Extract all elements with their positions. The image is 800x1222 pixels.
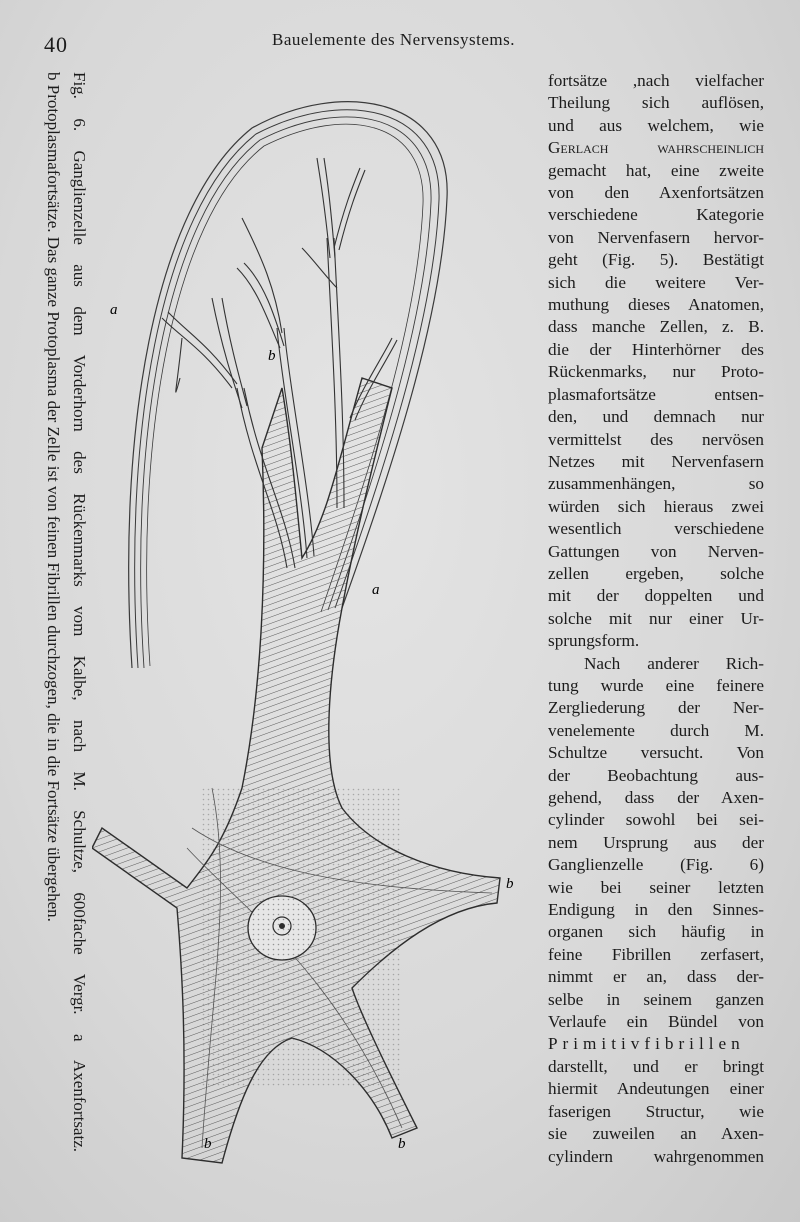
text-line: selbe in seinem ganzen <box>548 989 764 1009</box>
text-line: würden sich hieraus zwei <box>548 496 764 516</box>
text-line: cylinder sowohl bei sei- <box>548 810 764 830</box>
text-line: nimmt er an, dass der- <box>548 967 764 987</box>
text-line: dass manche Zellen, z. B. <box>548 317 764 337</box>
neuron-drawing <box>92 88 532 1168</box>
text-line: Schultze versucht. Von <box>548 743 764 763</box>
text-line: feine Fibrillen zerfasert, <box>548 944 764 964</box>
text-line: muthung dieses Anatomen, <box>548 295 764 315</box>
text-line: Gerlach wahrscheinlich <box>548 138 764 158</box>
label-a-right: a <box>372 582 380 598</box>
text-line: mit der doppelten und <box>548 586 764 606</box>
text-line: Ganglienzelle (Fig. 6) <box>548 855 764 875</box>
text-line: Gattungen von Nerven- <box>548 541 764 561</box>
text-line: fortsätze ,nach vielfacher <box>548 71 764 90</box>
text-line: cylindern wahrgenommen <box>548 1146 764 1166</box>
text-line: sich die weitere Ver- <box>548 272 764 292</box>
text-line: gemacht hat, eine zweite <box>548 160 764 180</box>
text-line: solche mit nur einer Ur- <box>548 608 764 628</box>
figure-caption <box>40 72 92 1152</box>
body-text-column <box>548 70 764 1168</box>
text-line: darstellt, und er bringt <box>548 1056 764 1076</box>
text-line: Nach anderer Rich- <box>584 653 764 673</box>
label-b-bottom-right: b <box>398 1136 406 1152</box>
text-line: Rückenmarks, nur Proto- <box>548 362 764 382</box>
text-line: und aus welchem, wie <box>548 115 764 135</box>
text-line: die der Hinterhörner des <box>548 339 764 359</box>
page-number: 40 <box>44 32 68 57</box>
text-line: vermittelst des nervösen <box>548 429 764 449</box>
text-line: Theilung sich auflösen, <box>548 93 764 113</box>
text-line: Verlaufe ein Bündel von <box>548 1012 764 1032</box>
text-line: zellen ergeben, solche <box>548 563 764 583</box>
text-line: Primitivfibrillen <box>548 1034 745 1054</box>
label-b-bottom-left: b <box>204 1136 212 1152</box>
text-line: Zergliederung der Ner- <box>548 698 764 718</box>
text-line: wie bei seiner letzten <box>548 877 764 897</box>
text-line: plasmafortsätze entsen- <box>548 384 764 404</box>
label-b-right: b <box>506 876 514 892</box>
text-line: organen sich häufig in <box>548 922 764 942</box>
text-line: nem Ursprung aus der <box>548 832 764 852</box>
text-line: sprungsform. <box>548 631 640 651</box>
text-line: von Nervenfasern hervor- <box>548 227 764 247</box>
caption-line-2: b Protoplasmafortsätze. Das ganze Protoplasma der Zelle ist von feinen Fibrillen durchzogen, die in die Fortsätze übergehen. <box>44 72 63 922</box>
running-title: Bauelemente des Nervensystems. <box>272 30 516 49</box>
text-line: verschiedene Kategorie <box>548 205 764 225</box>
label-b-upper: b <box>268 348 276 364</box>
label-a-axon: a <box>110 302 118 318</box>
text-line: faserigen Structur, wie <box>548 1101 764 1121</box>
text-line: sie zuweilen an Axen- <box>548 1124 764 1144</box>
text-line: zusammenhängen, so <box>548 474 764 494</box>
caption-line-1: Fig. 6. Ganglienzelle aus dem Vorderhorn des Rückenmarks vom Kalbe, nach M. Schultze, 600fache Vergr. a Axenfortsatz. <box>70 72 89 1152</box>
text-line: wesentlich verschiedene <box>548 519 764 539</box>
text-line: venelemente durch M. <box>548 720 764 740</box>
text-line: geht (Fig. 5). Bestätigt <box>548 250 764 270</box>
text-line: Endigung in den Sinnes- <box>548 900 764 920</box>
text-line: tung wurde eine feinere <box>548 675 764 695</box>
text-line: der Beobachtung aus- <box>548 765 764 785</box>
text-line: von den Axenfortsätzen <box>548 183 764 203</box>
cell-nucleus <box>248 896 316 960</box>
text-line: Netzes mit Nervenfasern <box>548 451 764 471</box>
text-line: den, und demnach nur <box>548 407 764 427</box>
text-line: gehend, dass der Axen- <box>548 788 764 807</box>
ganglion-cell-illustration <box>92 88 532 1168</box>
text-line: hiermit Andeutungen einer <box>548 1079 764 1099</box>
